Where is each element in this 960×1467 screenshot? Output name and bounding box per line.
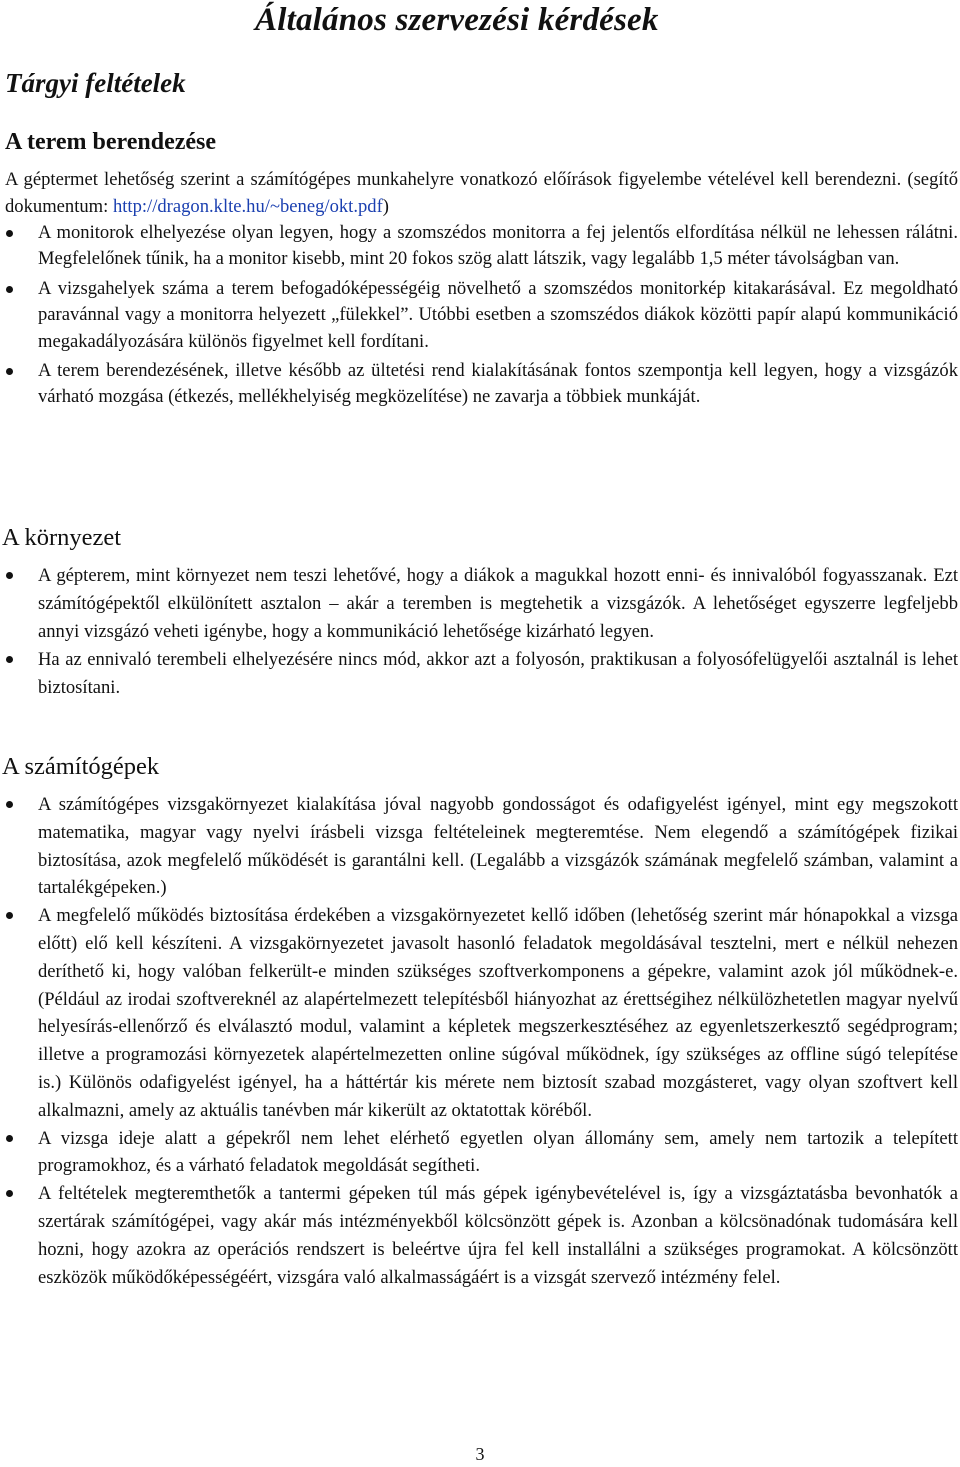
bullet-icon [6, 656, 13, 663]
list-item [0, 1180, 958, 1291]
list-item-text: A megfelelő működés biztosítása érdekében a vizsgakörnyezetet kellő időben (lehetőség szerint már hónapokkal a vizsga előtt) elő kell készíteni. A vizsgakörnyezetet javasolt hasonló feladatok megoldásával tesztelni, mert e nélkül nehezen deríthető ki, hogy valóban felkerült-e minden szükséges szoftverkomponens a gépekre, valamint azok jól működnek-e. (Például az irodai szoftvereknél az alapértelmezett telepítésből hiányozhat az érettségihez nélkülözhetetlen magyar nyelvű helyesírás-ellenőrző és elválasztó modul, valamint a képletek megszerkesztéséhez az egyenletszerkesztő segédprogram; illetve a programozási környezetek alapértelmezetten online súgóval működnek, így szükséges az offline súgó telepítése is.) Különös odafigyelést igényel, ha a háttértár kis mérete nem biztosít szabad mozgásteret, vagy olyan szoftvert kell alkalmazni, amely az aktuális tanévben már kikerült az oktatottak köréből. [38, 905, 958, 1121]
section-heading-targyi: Tárgyi feltételek [5, 68, 186, 98]
terem-intro-close: ) [382, 195, 389, 217]
bullet-icon [6, 368, 13, 375]
terem-bullet-list [0, 220, 958, 414]
reference-link[interactable]: http://dragon.klte.hu/~beneg/okt.pdf [112, 195, 383, 217]
list-item [0, 646, 958, 702]
bullet-icon [6, 912, 13, 919]
list-item [0, 791, 958, 902]
bullet-icon [6, 801, 13, 808]
list-item [0, 562, 958, 645]
page-title: Általános szervezési kérdések [255, 2, 659, 38]
page-number: 3 [475, 1444, 485, 1464]
kornyezet-bullet-list [0, 562, 958, 703]
bullet-icon [6, 1135, 13, 1142]
list-item-text: A terem berendezésének, illetve később az ültetési rend kialakításának fontos szempontja kell legyen, hogy a vizsgázók várható mozgása (étkezés, mellékhelyiség megközelítése) ne zavarja a többiek munkáját. [38, 360, 958, 408]
list-item-text: A vizsgahelyek száma a terem befogadóképességéig növelhető a szomszédos monitorkép kitakarásával. Ez megoldható paravánnal vagy a monitorra helyezett „fülekkel”. Utóbbi esetben a szomszédos diákok közötti papír alapú kommunikáció megakadályozására különös figyelmet kell fordítani. [38, 277, 958, 352]
list-item-text: A vizsga ideje alatt a gépekről nem lehet elérhető egyetlen olyan állomány sem, amely nem tartozik a telepített programokhoz, és a várható feladatok megoldását segítheti. [38, 1127, 958, 1177]
bullet-icon [6, 286, 13, 293]
list-item-text: A számítógépes vizsgakörnyezet kialakítása jóval nagyobb gondosságot és odafigyelést igényel, mint egy megszokott matematika, magyar vagy nyelvi írásbeli vizsga feltételeinek megteremtése. Nem elegendő a számítógépek fizikai biztosítása, azok megfelelő működését is garantálni kell. (Legalább a vizsgázók számának megfelelő számban, valamint a tartalékgépeken.) [38, 794, 958, 899]
bullet-icon [6, 1190, 13, 1197]
list-item [0, 902, 958, 1124]
list-item-text: A monitorok elhelyezése olyan legyen, hogy a szomszédos monitorra a fej jelentős elfordítása nélkül ne lehessen rálátni. Megfelelőnek tűnik, ha a monitor kisebb, mint 20 fokos szög alatt látszik, vagy legalább 1,5 méter távolságban van. [38, 222, 958, 270]
terem-intro-text: A géptermet lehetőség szerint a számítógépes munkahelyre vonatkozó előírások figyelembe vételével kell berendezni. (segítő dokumentum: [5, 169, 958, 217]
list-item [0, 1125, 958, 1181]
szamitogepek-bullet-list [0, 791, 958, 1291]
list-item [0, 220, 958, 273]
list-item-text: A gépterem, mint környezet nem teszi lehetővé, hogy a diákok a magukkal hozott enni- és innivalóból fogyasszanak. Ezt számítógépektől elkülönített asztalon – akár a teremben is megtehetik a vizsgázók. A lehetőséget egyszerre legfeljebb annyi vizsgázó veheti igénybe, hogy a kommunikáció lehetősége kizárható legyen. [38, 565, 958, 642]
terem-intro-paragraph [5, 167, 958, 220]
list-item-text: Ha az ennivaló terembeli elhelyezésére nincs mód, akkor azt a folyosón, praktikusan a folyosófelügyelői asztalnál is lehet biztosítani. [38, 649, 958, 699]
heading-terem-berendezese: A terem berendezése [5, 129, 217, 155]
bullet-icon [6, 230, 13, 237]
list-item [0, 276, 958, 355]
list-item-text: A feltételek megteremthetők a tantermi gépeken túl más gépek igénybevételével is, így a vizsgáztatásba bevonhatók a szertárak számítógépei, vagy akár más intézményekből kölcsönzött gépek is. Azonban a kölcsönadónak tudomására kell hozni, hogy azokra az operációs rendszert is beleértve újra fel kell installálni a szükséges programokat. A kölcsönzött eszközök működőképességéért, vizsgára való alkalmasságáért is a vizsgát szervező intézmény felel. [38, 1183, 958, 1288]
list-item [0, 358, 958, 411]
heading-szamitogepek: A számítógépek [2, 753, 160, 780]
bullet-icon [6, 572, 13, 579]
heading-kornyezet: A környezet [2, 524, 122, 551]
